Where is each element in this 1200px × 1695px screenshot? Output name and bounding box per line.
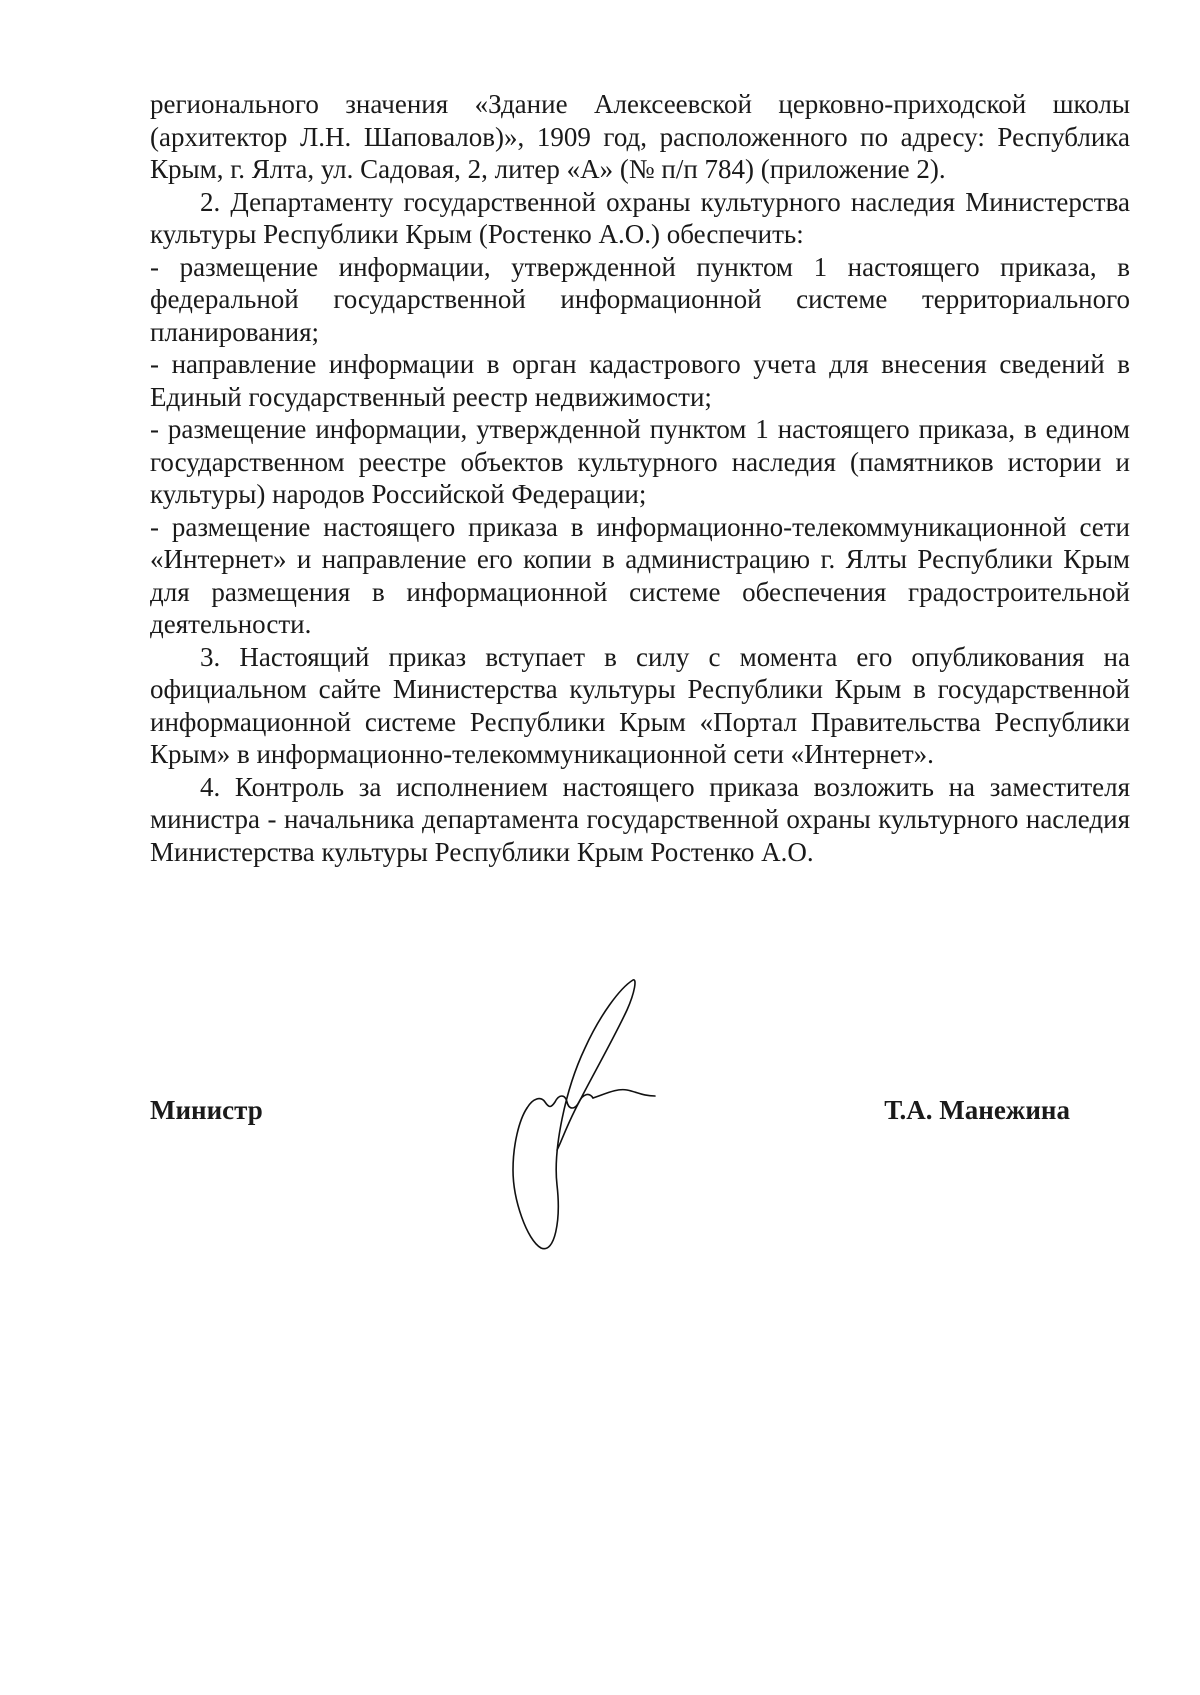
list-item-dash-4: - размещение настоящего приказа в информационно-телекоммуникационной сети «Интернет» и направление его копии в администрацию г. Ялты Республики Крым для размещения в информационной системе обеспечения градостроительной деятельности. <box>150 511 1130 639</box>
signature-block <box>150 1095 1130 1135</box>
document-body <box>150 88 1130 868</box>
list-item-dash-3: - размещение информации, утвержденной пунктом 1 настоящего приказа, в едином государственном реестре объектов культурного наследия (памятников истории и культуры) народов Российской Федерации; <box>150 414 1130 509</box>
paragraph-item-2: 2. Департаменту государственной охраны культурного наследия Министерства культуры Республики Крым (Ростенко А.О.) обеспечить: <box>150 186 1130 249</box>
paragraph-item-3: 3. Настоящий приказ вступает в силу с момента его опубликования на официальном сайте Министерства культуры Республики Крым в государственной информационной системе Республики Крым «Портал Правительства Республики Крым» в информационно-телекоммуникационной сети «Интернет». <box>150 641 1130 769</box>
list-item-dash-1: - размещение информации, утвержденной пунктом 1 настоящего приказа, в федеральной государственной информационной системе территориального планирования; <box>150 251 1130 347</box>
list-item-dash-2: - направление информации в орган кадастрового учета для внесения сведений в Единый государственный реестр недвижимости; <box>150 349 1130 412</box>
signer-name: Т.А. Манежина <box>884 1095 1070 1125</box>
signer-title: Министр <box>150 1095 263 1125</box>
paragraph-item-4: 4. Контроль за исполнением настоящего приказа возложить на заместителя министра - начальника департамента государственной охраны культурного наследия Министерства культуры Республики Крым Ростенко А.О. <box>150 771 1130 867</box>
paragraph-object-description: регионального значения «Здание Алексеевской церковно-приходской школы (архитектор Л.Н. Шаповалов)», 1909 год, расположенного по адресу: Республика Крым, г. Ялта, ул. Садовая, 2, литер «А» (№ п/п 784) (приложение 2). <box>150 89 1130 184</box>
